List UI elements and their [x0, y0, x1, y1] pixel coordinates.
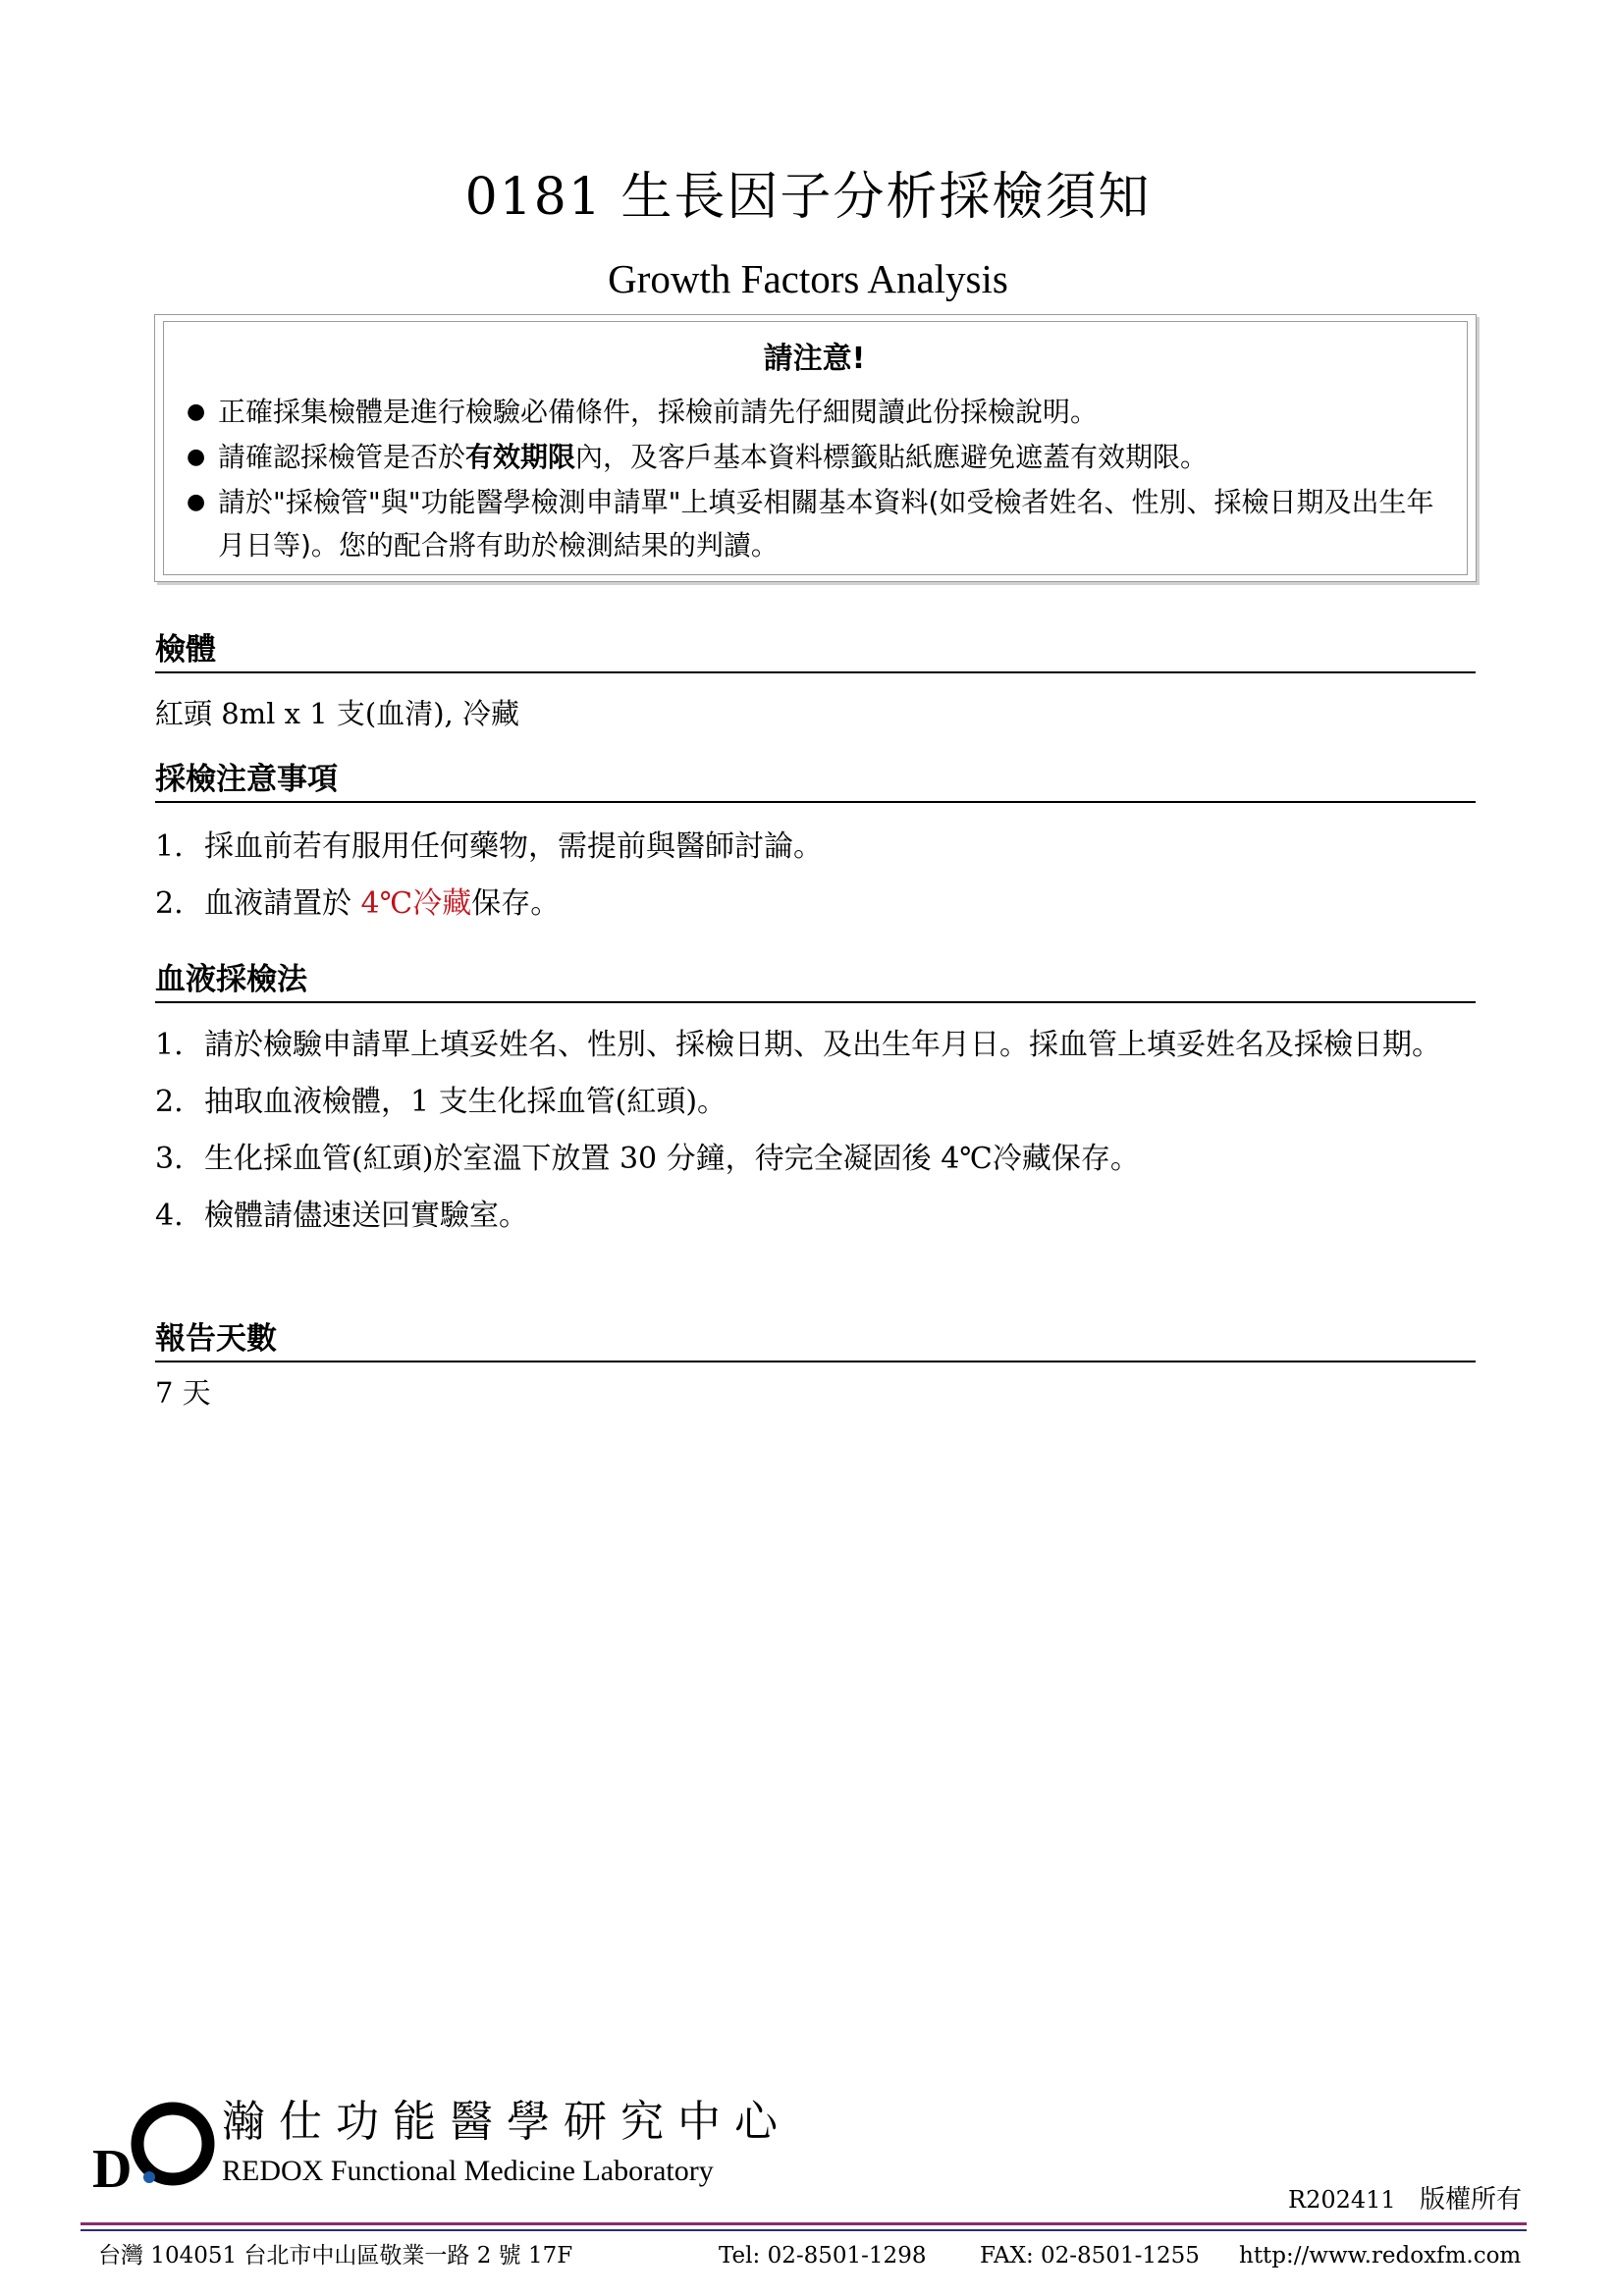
notice-item-emphasis: 有效期限: [465, 441, 576, 473]
notice-item-text: 請於"採檢管"與"功能醫學檢測申請單"上填妥相關基本資料(如受檢者姓名、性別、採檢日期及出生年月日等)。您的配合將有助於檢測結果的判讀。: [218, 486, 1434, 561]
notice-item: [187, 481, 1453, 567]
list-item-text: 保存。: [471, 886, 561, 921]
list-item-number: 1.: [155, 829, 184, 864]
list-item-text: 抽取血液檢體，1 支生化採血管(紅頭)。: [204, 1085, 727, 1119]
lab-name-english: REDOX Functional Medicine Laboratory: [222, 2155, 714, 2187]
list-item-number: 1.: [155, 1028, 184, 1062]
list-item: [155, 1082, 1476, 1123]
list-item-text: 生化採血管(紅頭)於室溫下放置 30 分鐘，待完全凝固後 4℃冷藏保存。: [204, 1142, 1140, 1176]
redox-logo-icon: [90, 2097, 218, 2195]
precautions-list: [155, 827, 1476, 940]
list-item: [155, 827, 1476, 868]
list-item-text: 血液請置於: [204, 886, 361, 921]
copyright-notice: 版權所有: [1420, 2185, 1523, 2215]
list-item: [155, 1139, 1476, 1180]
method-list: [155, 1025, 1476, 1253]
document-code: R202411: [1288, 2186, 1396, 2214]
list-item: [155, 1196, 1476, 1237]
list-item-text: 檢體請儘速送回實驗室。: [204, 1199, 528, 1233]
bullet-icon: ●: [187, 490, 206, 514]
footer-fax: FAX: 02-8501-1255: [980, 2243, 1200, 2269]
notice-item-text: 正確採集檢體是進行檢驗必備條件，採檢前請先仔細閱讀此份採檢說明。: [218, 396, 1099, 428]
list-item-number: 2.: [155, 886, 184, 921]
footer-divider: [81, 2229, 1527, 2231]
method-heading: 血液採檢法: [155, 958, 1476, 1003]
lab-name-chinese: 瀚仕功能醫學研究中心: [222, 2097, 791, 2147]
footer-address: 台灣 104051 台北市中山區敬業一路 2 號 17F: [98, 2243, 573, 2269]
bullet-icon: ●: [187, 445, 206, 469]
notice-item-text: 請確認採檢管是否於: [218, 441, 466, 473]
list-item-text: 請於檢驗申請單上填妥姓名、性別、採檢日期、及出生年月日。採血管上填妥姓名及採檢日期。: [204, 1028, 1441, 1062]
document-subtitle: Growth Factors Analysis: [608, 256, 1008, 301]
logo-letter: D: [92, 2139, 133, 2195]
list-item-text: 採血前若有服用任何藥物，需提前與醫師討論。: [204, 829, 823, 864]
footer-website-link[interactable]: http://www.redoxfm.com: [1239, 2243, 1522, 2269]
report-text: 7 天: [155, 1376, 211, 1410]
precautions-heading: 採檢注意事項: [155, 758, 1476, 803]
specimen-heading: 檢體: [155, 628, 1476, 673]
notice-item: [187, 391, 1453, 434]
notice-list: [187, 391, 1453, 569]
list-item-number: 4.: [155, 1199, 184, 1233]
notice-heading: 請注意!: [763, 342, 866, 376]
report-heading: 報告天數: [155, 1317, 1476, 1362]
footer-divider: [81, 2222, 1527, 2225]
notice-item: [187, 436, 1453, 479]
bullet-icon: ●: [187, 400, 206, 424]
list-item-number: 2.: [155, 1085, 184, 1119]
specimen-text: 紅頭 8ml x 1 支(血清), 冷藏: [155, 697, 519, 730]
list-item: [155, 883, 1476, 925]
storage-highlight: 4℃冷藏: [360, 886, 472, 921]
list-item-number: 3.: [155, 1142, 184, 1176]
footer-tel: Tel: 02-8501-1298: [719, 2243, 927, 2269]
document-title: 0181 生長因子分析採檢須知: [464, 168, 1152, 227]
list-item: [155, 1025, 1476, 1066]
notice-item-text: 內，及客戶基本資料標籤貼紙應避免遮蓋有效期限。: [575, 441, 1209, 473]
